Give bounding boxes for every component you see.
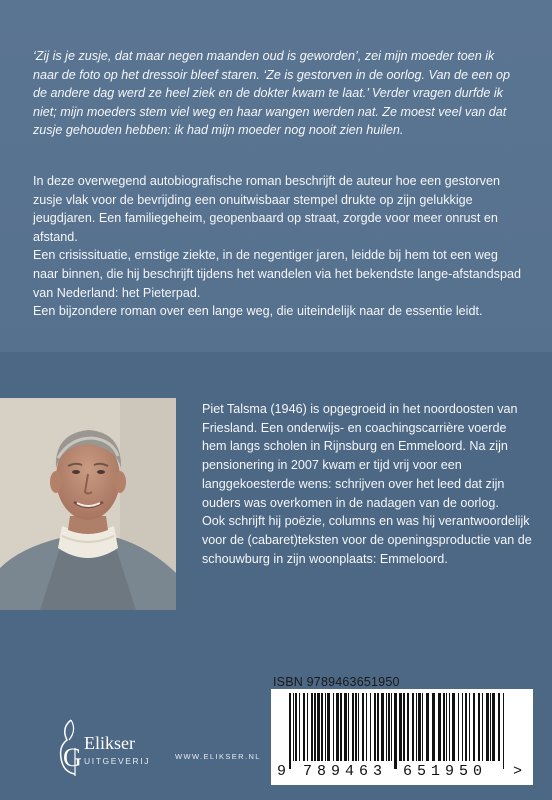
barcode-bar xyxy=(336,693,339,761)
barcode-bar xyxy=(333,693,334,761)
synopsis-paragraph: In deze overwegend autobiografische roman beschrijft de auteur hoe een gestorven zusje vlak voor de bevrijding een onuitwisbaar stempel drukte op zijn gelukkige jeugdjaren. Een familiegeheim, geopenbaard op straat, zorgde voor meer onrust en afstand. xyxy=(33,174,500,244)
barcode-bar xyxy=(355,693,357,761)
barcode-bar xyxy=(348,693,349,761)
barcode-bar xyxy=(443,693,445,761)
barcode-bar xyxy=(391,693,392,761)
bio-paragraph: Ook schrijft hij poëzie, columns en was hij verantwoordelijk voor de (cabaret)teksten voor de openingsproductie van de schouwburg in zijn woonplaats: Emmeloord. xyxy=(202,514,532,566)
synopsis xyxy=(33,172,523,321)
barcode-bar xyxy=(422,693,423,761)
author-portrait-image xyxy=(0,398,176,610)
barcode-bar xyxy=(478,693,480,761)
barcode-bar xyxy=(370,693,371,761)
publisher-subtitle: UITGEVERIJ xyxy=(84,756,151,766)
barcode-quiet-zone-marker: > xyxy=(513,763,523,780)
barcode-bar xyxy=(486,693,489,761)
barcode-bar xyxy=(426,693,429,761)
barcode-bar xyxy=(438,693,441,761)
barcode-bar xyxy=(446,693,447,761)
barcode-bar xyxy=(327,693,330,761)
barcode-bar xyxy=(381,693,384,761)
barcode-digits-left: 789463 xyxy=(303,763,388,780)
author-biography xyxy=(202,400,532,568)
barcode-bar xyxy=(469,693,470,761)
barcode-bar xyxy=(473,693,475,761)
barcode-bar xyxy=(366,693,367,761)
barcode-bar xyxy=(289,693,291,769)
barcode-bar xyxy=(386,693,387,761)
barcode-bar xyxy=(465,693,467,761)
barcode-bar xyxy=(407,693,409,761)
bio-paragraph: Piet Talsma (1946) is opgegroeid in het noordoosten van Friesland. Een onderwijs- en coachingscarrière voerde hem langs scholen in Rijnsburg en Emmeloord. Na zijn pensionering in 2007 kwam er tijd vrij voor een langgekoesterde wens: schrijven over het leed dat zijn ouders was overkomen in de nadagen van de oorlog. xyxy=(202,402,518,510)
barcode-bar xyxy=(418,693,421,761)
barcode-bar xyxy=(377,693,379,761)
publisher-name: Elikser xyxy=(84,733,135,753)
barcode-bar xyxy=(388,693,390,761)
barcode-bar xyxy=(462,693,463,761)
synopsis-paragraph: Een crisissituatie, ernstige ziekte, in de negentiger jaren, leidde bij hem tot een weg naar binnen, die hij beschrijft tijdens het wandelen via het bekendste lange-afstandspad van Nederland: het Pieterpad. xyxy=(33,248,521,300)
svg-text:G: G xyxy=(63,743,82,772)
barcode-bar xyxy=(321,693,323,761)
barcode-bar xyxy=(307,693,308,761)
barcode-bar xyxy=(358,693,359,761)
barcode-bar xyxy=(303,693,305,761)
barcode-bar xyxy=(340,693,342,761)
opening-quote: ‘Zij is je zusje, dat maar negen maanden oud is geworden’, zei mijn moeder toen ik naar de foto op het dressoir bleef staren. ‘Ze is gestorven in de oorlog. Van de een op de andere dag werd ze heel ziek en de dokter kwam te laat.’ Verder vragen durfde ik niet; mijn moeders stem viel weg en haar wangen werden nat. Ze moest veel van dat zusje gehouden hebben: ik had mijn moeder nog nooit zien huilen. xyxy=(33,49,511,138)
barcode-bar xyxy=(311,693,313,761)
barcode-bar xyxy=(293,693,294,761)
barcode xyxy=(271,689,533,785)
barcode-bar xyxy=(490,693,491,761)
barcode-bar xyxy=(299,693,300,761)
barcode-bar xyxy=(403,693,405,761)
barcode-bar xyxy=(503,693,504,769)
barcode-bar xyxy=(374,693,376,761)
barcode-bar xyxy=(394,693,397,769)
barcode-bar xyxy=(399,693,402,761)
barcode-bar xyxy=(482,693,483,761)
barcode-bar xyxy=(295,693,297,761)
isbn-label: ISBN 9789463651950 xyxy=(273,675,400,689)
barcode-bar xyxy=(449,693,450,761)
barcode-digits-right: 651950 xyxy=(403,763,488,780)
author-photo xyxy=(0,398,176,610)
barcode-bar xyxy=(314,693,316,761)
barcode-digits xyxy=(271,763,533,783)
barcode-bar xyxy=(412,693,414,761)
barcode-bar xyxy=(432,693,435,761)
barcode-bar xyxy=(492,693,495,761)
barcode-bar xyxy=(458,693,459,761)
barcode-bar xyxy=(352,693,354,761)
barcode-bar xyxy=(344,693,347,761)
barcode-digit-lead: 9 xyxy=(277,763,287,780)
barcode-bar xyxy=(362,693,364,761)
synopsis-paragraph: Een bijzondere roman over een lange weg, die uiteindelijk naar de essentie leidt. xyxy=(33,304,483,319)
publisher-website: WWW.ELIKSER.NL xyxy=(175,752,261,761)
barcode-bar xyxy=(416,693,417,761)
barcode-bar xyxy=(317,693,320,761)
barcode-bar xyxy=(325,693,326,761)
barcode-bar xyxy=(498,693,500,761)
barcode-bar xyxy=(452,693,455,761)
